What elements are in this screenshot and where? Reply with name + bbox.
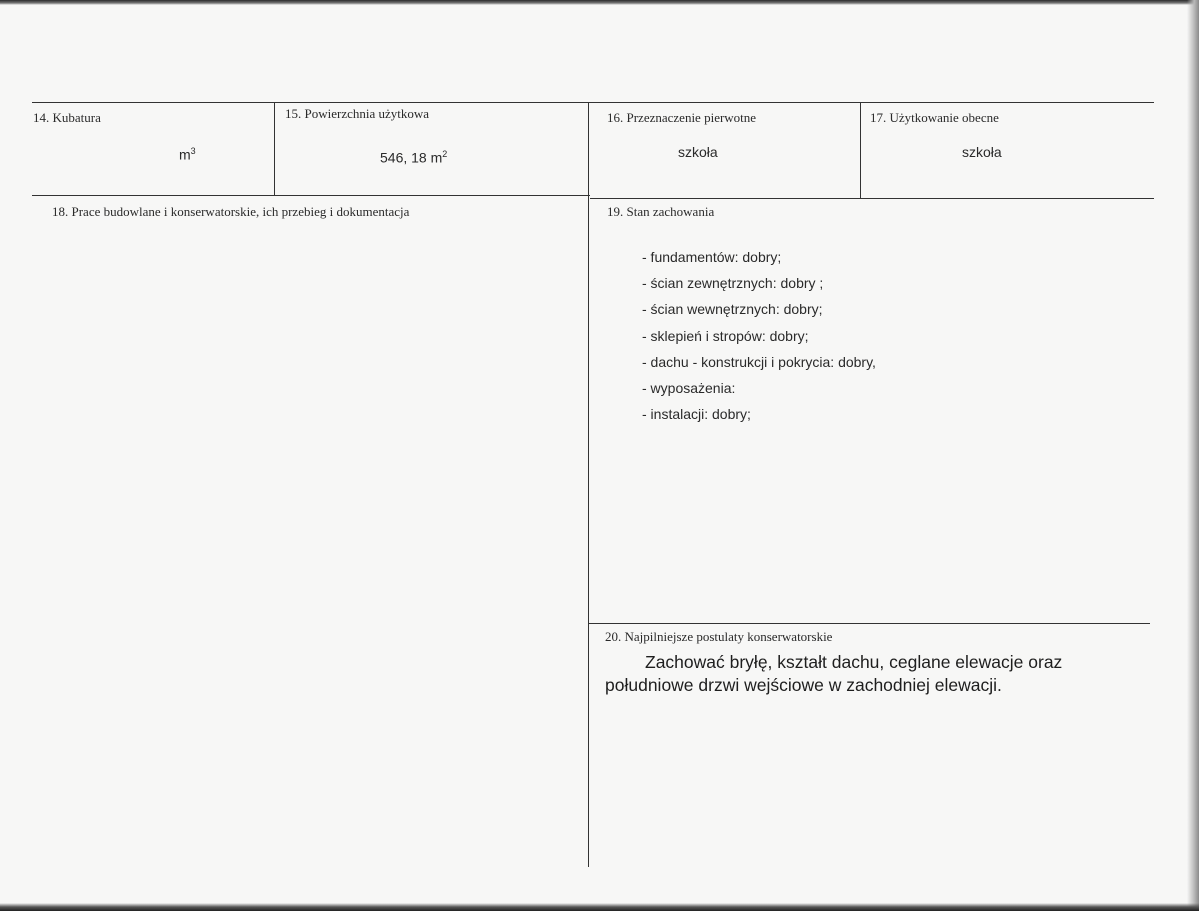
uzytkowanie-label: 17. Użytkowanie obecne xyxy=(870,110,999,125)
prace-label: 18. Prace budowlane i konserwatorskie, ich przebieg i dokumentacja xyxy=(52,204,410,219)
uzytkowanie-value: szkoła xyxy=(962,144,1002,160)
powierzchnia-number: 546, 18 m xyxy=(380,149,443,166)
stan-item: - ścian wewnętrznych: dobry; xyxy=(642,301,823,318)
powierzchnia-label: 15. Powierzchnia użytkowa xyxy=(285,106,430,121)
powierzchnia-unit-exponent: 2 xyxy=(442,149,448,159)
col-divider-15 xyxy=(274,102,275,195)
postulaty-label: 20. Najpilniejsze postulaty konserwatorskie xyxy=(605,629,833,644)
kubatura-unit-exponent: 3 xyxy=(190,146,196,156)
row-divider-right xyxy=(590,198,1154,199)
kubatura-value xyxy=(179,146,196,163)
section-20-rule xyxy=(588,623,1150,624)
row-divider xyxy=(32,195,590,196)
stan-label: 19. Stan zachowania xyxy=(607,204,715,219)
stan-item: - sklepień i stropów: dobry; xyxy=(642,327,809,344)
stan-item: - instalacji: dobry; xyxy=(642,406,751,423)
powierzchnia-value xyxy=(380,149,447,166)
postulaty-text: Zachować bryłę, kształt dachu, ceglane elewacje oraz południowe drzwi wejściowe w zachodniej elewacji. xyxy=(605,652,1063,695)
center-divider xyxy=(588,102,589,867)
przeznaczenie-label: 16. Przeznaczenie pierwotne xyxy=(607,110,757,125)
stan-list xyxy=(642,244,876,427)
stan-item: - wyposażenia: xyxy=(642,379,736,396)
scan-edge-right xyxy=(1187,0,1199,911)
top-rule xyxy=(32,102,1154,103)
stan-item: - ścian zewnętrznych: dobry ; xyxy=(642,275,824,292)
col-divider-17 xyxy=(860,102,861,198)
scan-edge-bottom xyxy=(0,903,1199,911)
przeznaczenie-value: szkoła xyxy=(678,144,718,160)
kubatura-unit: m xyxy=(179,146,191,163)
kubatura-label: 14. Kubatura xyxy=(33,110,101,125)
stan-item: - fundamentów: dobry; xyxy=(642,249,782,265)
scan-edge-top xyxy=(0,0,1199,5)
stan-item: - dachu - konstrukcji i pokrycia: dobry, xyxy=(642,353,876,370)
